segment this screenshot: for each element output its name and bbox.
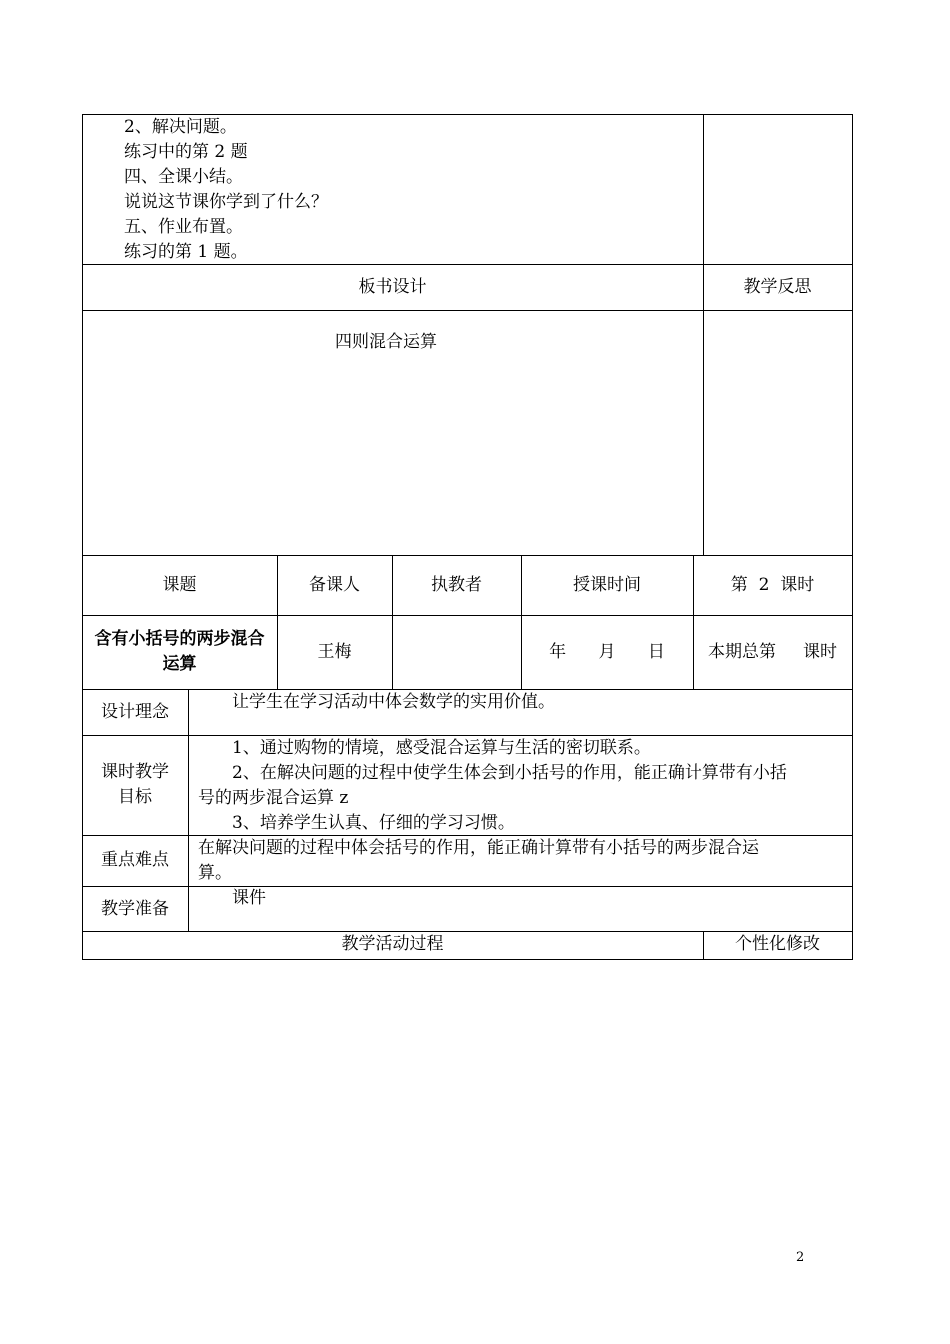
- header-topic: 课题: [162, 575, 197, 595]
- objectives-label: 目标: [118, 787, 152, 807]
- header-teacher: 执教者: [431, 575, 482, 595]
- content-line: 2、解决问题。: [124, 117, 237, 137]
- prep-text: 课件: [232, 888, 266, 908]
- key-text: 算。: [198, 863, 232, 883]
- key-text: 在解决问题的过程中体会括号的作用，能正确计算带有小括号的两步混合运: [198, 838, 759, 858]
- content-line: 四、全课小结。: [124, 167, 243, 187]
- table-border: [852, 555, 853, 960]
- header-date: 授课时间: [573, 575, 641, 595]
- header-preparer: 备课人: [309, 575, 360, 595]
- content-line: 五、作业布置。: [124, 217, 243, 237]
- design-text: 让学生在学习活动中体会数学的实用价值。: [232, 692, 555, 712]
- table-border: [82, 310, 853, 311]
- objectives-label: 课时教学: [101, 762, 169, 782]
- prep-label: 教学准备: [101, 899, 169, 919]
- table-border: [188, 689, 189, 931]
- board-design-heading: 板书设计: [358, 277, 427, 297]
- lesson-topic: 含有小括号的两步混合运算: [94, 629, 265, 674]
- content-line: 练习的第 1 题。: [124, 242, 248, 262]
- objective-line: 1、通过购物的情境，感受混合运算与生活的密切联系。: [232, 738, 651, 758]
- header-period: 第 2 课时: [730, 575, 815, 595]
- page-number: 2: [796, 1250, 805, 1265]
- objective-line: 2、在解决问题的过程中使学生体会到小括号的作用，能正确计算带有小括: [232, 763, 787, 783]
- objective-line: 号的两步混合运算 z: [198, 788, 349, 808]
- lesson-date: 年 月 日: [549, 642, 665, 662]
- reflection-heading: 教学反思: [743, 277, 812, 297]
- table-border: [82, 959, 853, 960]
- table-border: [852, 114, 853, 555]
- key-label: 重点难点: [101, 850, 169, 870]
- objective-line: 3、培养学生认真、仔细的学习习惯。: [232, 813, 515, 833]
- preparer-name: 王梅: [317, 642, 352, 662]
- board-content: 四则混合运算: [335, 332, 437, 352]
- process-label: 教学活动过程: [341, 934, 444, 954]
- table-border: [82, 615, 853, 616]
- content-line: 练习中的第 2 题: [124, 142, 248, 162]
- table-border: [82, 886, 853, 887]
- table-border: [703, 114, 704, 555]
- design-label: 设计理念: [101, 702, 169, 722]
- period-total: 本期总第 课时: [707, 642, 838, 662]
- table-border: [82, 114, 83, 555]
- table-border: [82, 555, 853, 556]
- content-line: 说说这节课你学到了什么？: [124, 192, 328, 212]
- personal-label: 个性化修改: [735, 934, 820, 954]
